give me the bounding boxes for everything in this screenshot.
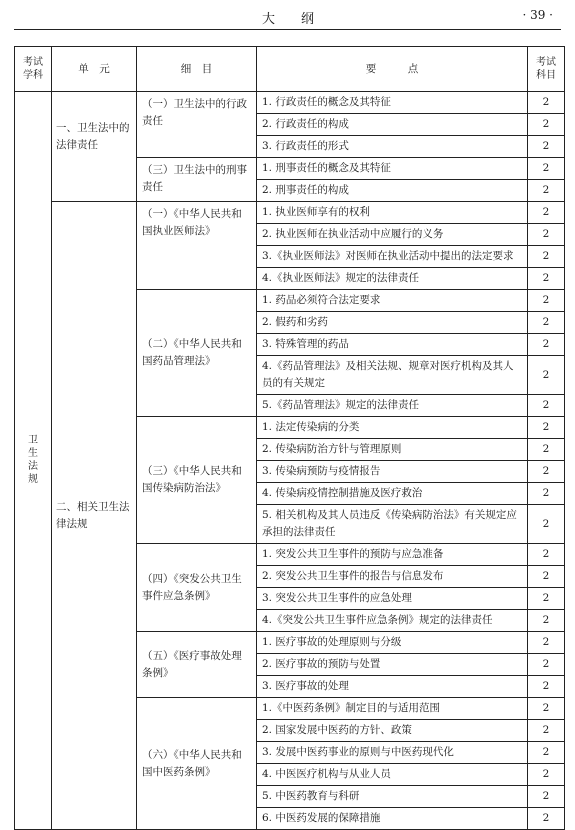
col-header-point: 要 点 — [257, 47, 528, 92]
req-cell: 2 — [528, 483, 565, 505]
req-cell: 2 — [528, 632, 565, 654]
point-cell: 2. 突发公共卫生事件的报告与信息发布 — [257, 566, 528, 588]
detail-cell: （一）卫生法中的行政责任 — [137, 92, 257, 158]
syllabus-table — [14, 46, 565, 830]
header-rule — [14, 29, 561, 30]
point-cell: 6. 中医药发展的保障措施 — [257, 808, 528, 830]
req-cell: 2 — [528, 356, 565, 395]
req-cell: 2 — [528, 224, 565, 246]
req-cell: 2 — [528, 786, 565, 808]
req-cell: 2 — [528, 698, 565, 720]
req-cell: 2 — [528, 544, 565, 566]
req-cell: 2 — [528, 395, 565, 417]
col-header-req: 考试 科目 — [528, 47, 565, 92]
point-cell: 5.《药品管理法》规定的法律责任 — [257, 395, 528, 417]
point-cell: 2. 传染病防治方针与管理原则 — [257, 439, 528, 461]
point-cell: 2. 国家发展中医药的方针、政策 — [257, 720, 528, 742]
point-cell: 1.《中医药条例》制定目的与适用范围 — [257, 698, 528, 720]
point-cell: 2. 医疗事故的预防与处置 — [257, 654, 528, 676]
unit-cell: 一、卫生法中的法律责任 — [52, 92, 137, 202]
req-cell: 2 — [528, 610, 565, 632]
req-cell: 2 — [528, 676, 565, 698]
point-cell: 3. 传染病预防与疫情报告 — [257, 461, 528, 483]
point-cell: 1. 药品必须符合法定要求 — [257, 290, 528, 312]
req-cell: 2 — [528, 246, 565, 268]
point-cell: 1. 法定传染病的分类 — [257, 417, 528, 439]
detail-cell: （一）《中华人民共和国执业医师法》 — [137, 202, 257, 290]
req-cell: 2 — [528, 566, 565, 588]
point-cell: 1. 刑事责任的概念及其特征 — [257, 158, 528, 180]
detail-cell: （三）《中华人民共和国传染病防治法》 — [137, 417, 257, 544]
req-cell: 2 — [528, 158, 565, 180]
point-cell: 1. 执业医师享有的权利 — [257, 202, 528, 224]
detail-cell: （二）《中华人民共和国药品管理法》 — [137, 290, 257, 417]
req-cell: 2 — [528, 588, 565, 610]
point-cell: 5. 相关机构及其人员违反《传染病防治法》有关规定应承担的法律责任 — [257, 505, 528, 544]
req-cell: 2 — [528, 808, 565, 830]
req-cell: 2 — [528, 417, 565, 439]
req-cell: 2 — [528, 92, 565, 114]
point-cell: 1. 行政责任的概念及其特征 — [257, 92, 528, 114]
point-cell: 4. 传染病疫情控制措施及医疗救治 — [257, 483, 528, 505]
req-cell: 2 — [528, 742, 565, 764]
point-cell: 2. 假药和劣药 — [257, 312, 528, 334]
col-header-subject: 考试 学科 — [15, 47, 52, 92]
col-header-unit: 单 元 — [52, 47, 137, 92]
detail-cell: （三）卫生法中的刑事责任 — [137, 158, 257, 202]
point-cell: 4.《执业医师法》规定的法律责任 — [257, 268, 528, 290]
subject-cell: 卫生法规 — [15, 92, 52, 830]
req-cell: 2 — [528, 290, 565, 312]
unit-cell: 二、相关卫生法律法规 — [52, 202, 137, 830]
req-cell: 2 — [528, 720, 565, 742]
point-cell: 4.《药品管理法》及相关法规、规章对医疗机构及其人员的有关规定 — [257, 356, 528, 395]
point-cell: 2. 执业医师在执业活动中应履行的义务 — [257, 224, 528, 246]
req-cell: 2 — [528, 180, 565, 202]
point-cell: 3. 行政责任的形式 — [257, 136, 528, 158]
req-cell: 2 — [528, 764, 565, 786]
req-cell: 2 — [528, 202, 565, 224]
req-cell: 2 — [528, 505, 565, 544]
point-cell: 1. 突发公共卫生事件的预防与应急准备 — [257, 544, 528, 566]
req-cell: 2 — [528, 654, 565, 676]
table-header-row — [15, 47, 565, 92]
point-cell: 2. 行政责任的构成 — [257, 114, 528, 136]
page-header — [0, 0, 575, 32]
point-cell: 1. 医疗事故的处理原则与分级 — [257, 632, 528, 654]
point-cell: 4.《突发公共卫生事件应急条例》规定的法律责任 — [257, 610, 528, 632]
req-cell: 2 — [528, 312, 565, 334]
detail-cell: （六）《中华人民共和国中医药条例》 — [137, 698, 257, 830]
point-cell: 3.《执业医师法》对医师在执业活动中提出的法定要求 — [257, 246, 528, 268]
point-cell: 5. 中医药教育与科研 — [257, 786, 528, 808]
req-cell: 2 — [528, 461, 565, 483]
req-cell: 2 — [528, 268, 565, 290]
point-cell: 3. 突发公共卫生事件的应急处理 — [257, 588, 528, 610]
point-cell: 3. 发展中医药事业的原则与中医药现代化 — [257, 742, 528, 764]
point-cell: 4. 中医医疗机构与从业人员 — [257, 764, 528, 786]
detail-cell: （五）《医疗事故处理条例》 — [137, 632, 257, 698]
point-cell: 2. 刑事责任的构成 — [257, 180, 528, 202]
col-header-detail: 细 目 — [137, 47, 257, 92]
table-row — [15, 202, 565, 224]
point-cell: 3. 医疗事故的处理 — [257, 676, 528, 698]
table-row — [15, 92, 565, 114]
point-cell: 3. 特殊管理的药品 — [257, 334, 528, 356]
detail-cell: （四）《突发公共卫生事件应急条例》 — [137, 544, 257, 632]
req-cell: 2 — [528, 439, 565, 461]
req-cell: 2 — [528, 334, 565, 356]
running-title: 大纲 — [262, 12, 341, 27]
req-cell: 2 — [528, 114, 565, 136]
req-cell: 2 — [528, 136, 565, 158]
page-number: · 39 · — [522, 8, 553, 22]
